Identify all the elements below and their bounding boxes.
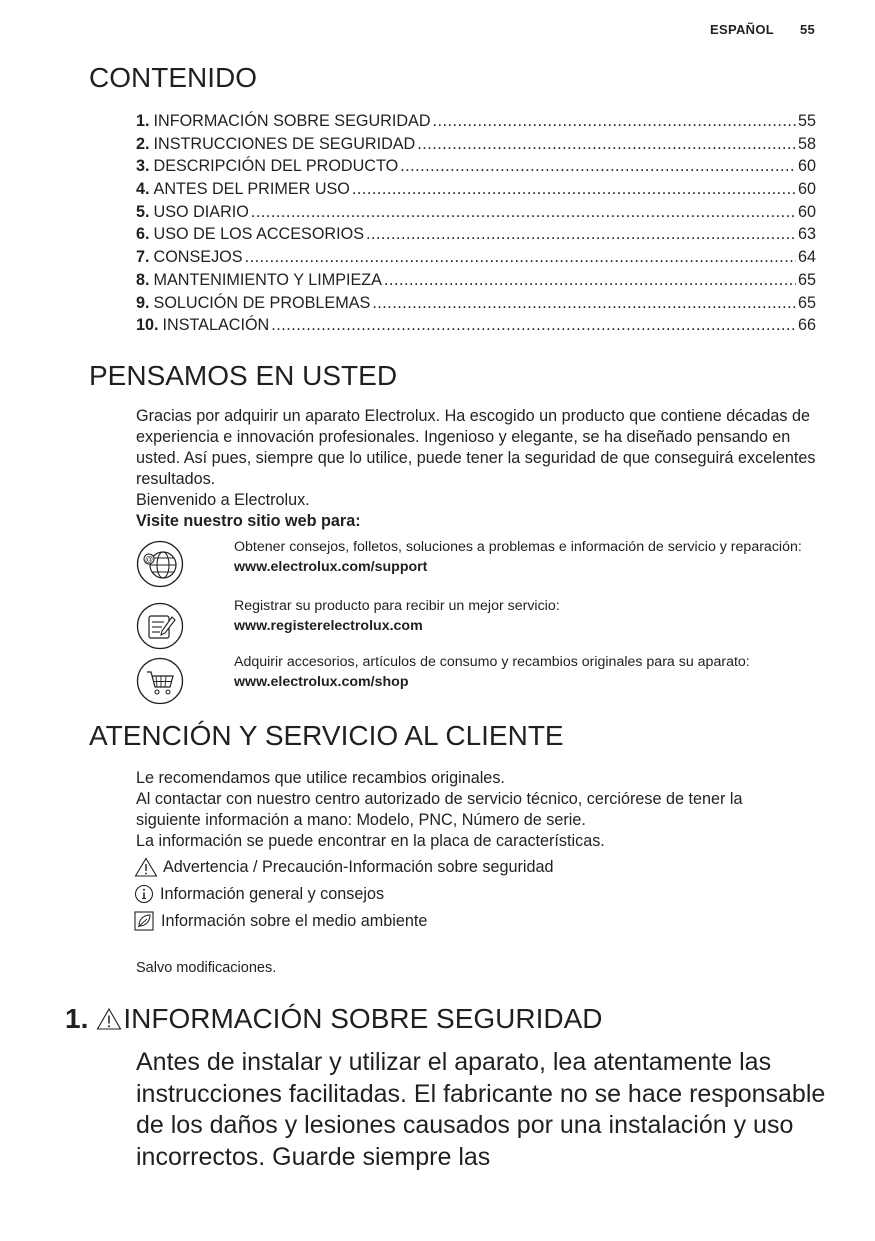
toc-entry-label: CONSEJOS	[153, 248, 243, 267]
toc-entry-number: 3.	[136, 157, 150, 176]
toc-dot-leader	[271, 314, 796, 337]
toc-entry-label: USO DE LOS ACCESORIOS	[153, 225, 365, 244]
toc-dot-leader	[417, 133, 796, 156]
legend-text: Información sobre el medio ambiente	[161, 912, 428, 930]
toc-entry-label: MANTENIMIENTO Y LIMPIEZA	[153, 270, 382, 289]
page-header	[710, 22, 815, 37]
toc-entry[interactable]	[136, 314, 816, 337]
shop-link[interactable]: www.electrolux.com/shop	[234, 673, 409, 690]
toc-dot-leader	[400, 155, 796, 178]
visit-text	[234, 653, 824, 692]
toc-dot-leader	[366, 223, 796, 246]
toc-entry-number: 10.	[136, 316, 159, 335]
toc-entry-label: ANTES DEL PRIMER USO	[153, 180, 350, 199]
legend-info	[134, 883, 384, 905]
section-title: INFORMACIÓN SOBRE SEGURIDAD	[123, 1003, 603, 1034]
globe-icon	[136, 540, 184, 588]
toc-entry[interactable]	[136, 269, 816, 292]
toc-entry-label: SOLUCIÓN DE PROBLEMAS	[153, 293, 371, 312]
legend-text: Información general y consejos	[160, 885, 385, 903]
toc-entry-page: 60	[797, 202, 816, 221]
visit-description: Obtener consejos, folletos, soluciones a problemas e información de servicio y reparación:	[234, 539, 802, 555]
visit-description: Adquirir accesorios, artículos de consumo y recambios originales para su aparato:	[234, 654, 750, 670]
visit-item-shop	[136, 653, 826, 713]
toc-entry-page: 55	[797, 112, 816, 130]
register-link[interactable]: www.registerelectrolux.com	[234, 617, 423, 634]
toc-title: CONTENIDO	[89, 62, 257, 93]
thinking-paragraph: Gracias por adquirir un aparato Electrolux. Ha escogido un producto que contiene décadas de experiencia e innovación profesionales. Ingenioso y elegante, se ha diseñado pensando en usted. Así pues, siempre que lo utilice, puede tener la seguridad de que conseguirá excelentes resultados.	[136, 407, 816, 488]
toc-entry-label: USO DIARIO	[153, 202, 249, 221]
leaf-icon	[134, 911, 156, 931]
safety-title	[65, 1003, 603, 1035]
thinking-body	[136, 406, 826, 532]
thinking-title: PENSAMOS EN USTED	[89, 360, 398, 391]
cart-icon	[136, 657, 184, 705]
care-line: La información se puede encontrar en la placa de características.	[136, 832, 605, 850]
toc-dot-leader	[245, 246, 796, 269]
visit-text	[234, 597, 824, 636]
toc-entry-page: 65	[797, 293, 816, 312]
toc-entry-number: 7.	[136, 248, 150, 267]
toc-entry-number: 2.	[136, 134, 150, 153]
toc-dot-leader	[384, 269, 796, 292]
visit-description: Registrar su producto para recibir un mejor servicio:	[234, 598, 560, 614]
toc-entry[interactable]	[136, 155, 816, 178]
toc-dot-leader	[433, 110, 796, 133]
toc-entry-label: INSTALACIÓN	[162, 316, 270, 335]
toc-dot-leader	[251, 201, 796, 224]
visit-item-register	[136, 597, 826, 651]
toc-entry[interactable]	[136, 133, 816, 156]
toc-dot-leader	[352, 178, 796, 201]
toc-entry-page: 66	[797, 316, 816, 335]
toc-entry[interactable]	[136, 246, 816, 269]
visit-item-support	[136, 538, 826, 594]
toc-entry-number: 5.	[136, 202, 150, 221]
toc-entry-page: 65	[797, 270, 816, 289]
toc-entry[interactable]	[136, 201, 816, 224]
warning-icon	[134, 857, 158, 877]
toc-entry-number: 1.	[136, 112, 150, 130]
toc-entry[interactable]	[136, 223, 816, 246]
toc-entry-page: 58	[797, 134, 816, 153]
toc-entry-page: 64	[797, 248, 816, 267]
welcome-line: Bienvenido a Electrolux.	[136, 491, 310, 509]
toc-entry[interactable]	[136, 292, 816, 315]
care-body	[136, 768, 796, 852]
care-line: Al contactar con nuestro centro autorizado de servicio técnico, cerciórese de tener la siguiente información a mano: Modelo, PNC, Número de serie.	[136, 790, 743, 829]
care-line: Le recomendamos que utilice recambios originales.	[136, 769, 505, 787]
toc-dot-leader	[372, 292, 796, 315]
safety-intro: Antes de instalar y utilizar el aparato, lea atentamente las instrucciones facilitadas. El fabricante no se hace responsable de los daños y lesiones causados por una instalación y uso incorrectos. Guarde siempre las	[136, 1048, 826, 1171]
legend-warning	[134, 856, 554, 878]
info-icon	[134, 884, 155, 904]
toc-entry-number: 8.	[136, 270, 150, 289]
warning-icon	[96, 1007, 122, 1031]
toc-entry-label: DESCRIPCIÓN DEL PRODUCTO	[153, 157, 399, 176]
toc-entry[interactable]	[136, 110, 816, 133]
toc-entry-number: 4.	[136, 180, 150, 199]
toc-entry-page: 63	[797, 225, 816, 244]
language-label: ESPAÑOL	[710, 22, 775, 37]
care-title: ATENCIÓN Y SERVICIO AL CLIENTE	[89, 720, 564, 751]
visit-heading: Visite nuestro sitio web para:	[136, 512, 361, 530]
toc-entry-label: INFORMACIÓN SOBRE SEGURIDAD	[153, 112, 431, 130]
page-number: 55	[799, 22, 815, 37]
toc-entry-page: 60	[797, 180, 816, 199]
changes-note: Salvo modificaciones.	[136, 960, 277, 976]
toc-entry-page: 60	[797, 157, 816, 176]
register-icon	[136, 602, 184, 650]
visit-text	[234, 538, 824, 577]
toc-entry[interactable]	[136, 178, 816, 201]
legend-environment	[134, 910, 427, 932]
toc-entry-number: 9.	[136, 293, 150, 312]
table-of-contents	[136, 110, 816, 337]
svg-text:@: @	[144, 555, 154, 564]
support-link[interactable]: www.electrolux.com/support	[234, 558, 428, 575]
toc-entry-number: 6.	[136, 225, 150, 244]
section-number: 1.	[65, 1003, 89, 1034]
legend-text: Advertencia / Precaución-Información sobre seguridad	[163, 858, 554, 876]
toc-entry-label: INSTRUCCIONES DE SEGURIDAD	[153, 134, 416, 153]
